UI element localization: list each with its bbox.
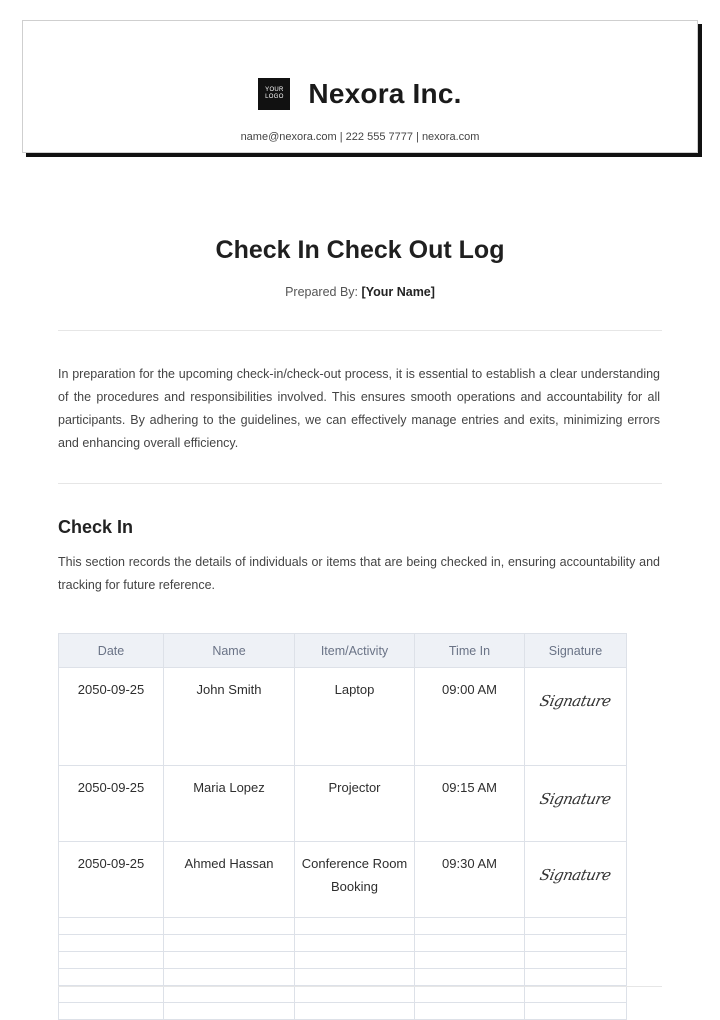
company-name: Nexora Inc. <box>308 78 462 109</box>
empty-table-row <box>59 969 627 986</box>
cell-item: Laptop <box>295 668 415 766</box>
empty-table-row <box>59 935 627 952</box>
divider <box>58 330 662 331</box>
empty-table-row <box>59 918 627 935</box>
table-header-row <box>59 634 627 668</box>
column-header-name: Name <box>164 634 295 668</box>
table-row <box>59 766 627 842</box>
intro-paragraph: In preparation for the upcoming check-in/check-out process, it is essential to establish a clear understanding of the procedures and responsibilities involved. This ensures smooth operations and accountability for all participants. By adhering to the guidelines, we can effectively manage entries and exits, minimizing errors and enhancing overall efficiency. <box>58 367 660 450</box>
cell-date: 2050-09-25 <box>59 668 164 766</box>
cell-name: John Smith <box>164 668 295 766</box>
cell-time: 09:15 AM <box>415 766 525 842</box>
column-header-item: Item/Activity <box>295 634 415 668</box>
table-row <box>59 668 627 766</box>
divider <box>58 986 662 987</box>
signature-image: Signature <box>538 866 613 884</box>
column-header-signature: Signature <box>525 634 627 668</box>
check-in-description: This section records the details of individuals or items that are being checked in, ensuring accountability and tracking for future reference. <box>58 555 660 592</box>
cell-time: 09:30 AM <box>415 842 525 918</box>
column-header-date: Date <box>59 634 164 668</box>
cell-date: 2050-09-25 <box>59 766 164 842</box>
cell-item: Projector <box>295 766 415 842</box>
cell-name: Ahmed Hassan <box>164 842 295 918</box>
column-header-time-in: Time In <box>415 634 525 668</box>
empty-table-row <box>59 1003 627 1020</box>
check-in-table <box>58 633 627 1020</box>
signature-image: Signature <box>538 790 613 808</box>
company-header-card <box>22 20 698 153</box>
document-title: Check In Check Out Log <box>215 236 505 264</box>
empty-table-row <box>59 986 627 1003</box>
empty-table-row <box>59 952 627 969</box>
company-contact: name@nexora.com | 222 555 7777 | nexora.com <box>240 131 480 143</box>
cell-signature <box>525 766 627 842</box>
prepared-by-label: Prepared By: <box>285 285 359 299</box>
divider <box>58 483 662 484</box>
cell-item: Conference Room Booking <box>295 842 415 918</box>
cell-name: Maria Lopez <box>164 766 295 842</box>
cell-time: 09:00 AM <box>415 668 525 766</box>
prepared-by-value: [Your Name] <box>361 285 435 299</box>
cell-signature <box>525 842 627 918</box>
brand <box>23 78 697 110</box>
company-logo: YOUR LOGO <box>258 78 290 110</box>
cell-date: 2050-09-25 <box>59 842 164 918</box>
cell-signature <box>525 668 627 766</box>
check-in-heading: Check In <box>58 517 134 537</box>
table-row <box>59 842 627 918</box>
prepared-by <box>0 285 720 299</box>
signature-image: Signature <box>538 692 613 710</box>
